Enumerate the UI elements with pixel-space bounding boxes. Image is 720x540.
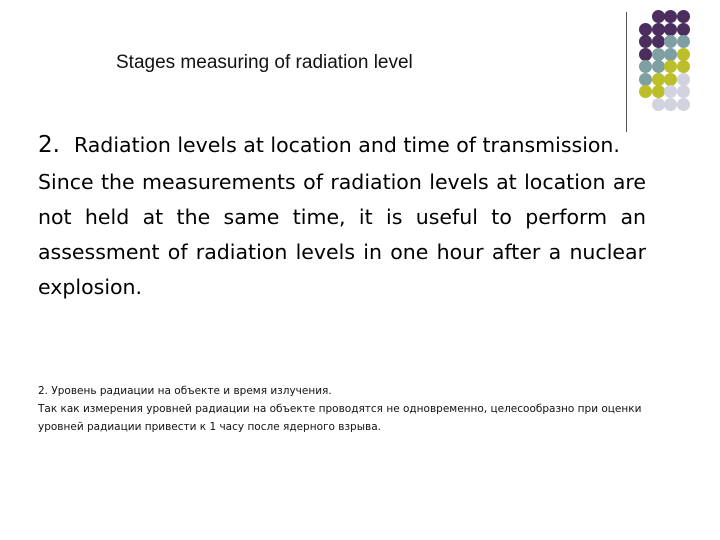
decorative-dot	[677, 98, 690, 111]
decorative-vertical-line	[626, 12, 627, 132]
decorative-dot	[664, 73, 677, 86]
decorative-dot	[639, 85, 652, 98]
decorative-dot	[652, 23, 665, 36]
slide-title: Stages measuring of radiation level	[116, 52, 413, 73]
decorative-dot	[652, 35, 665, 48]
decorative-dot	[677, 35, 690, 48]
decorative-dot	[677, 10, 690, 23]
decorative-dot	[677, 60, 690, 73]
point-heading-paragraph	[38, 128, 646, 163]
point-heading: Radiation levels at location and time of transmission.	[73, 133, 620, 157]
decorative-dot	[664, 60, 677, 73]
point-number: 2.	[38, 132, 60, 158]
russian-paragraph: Так как измерения уровней радиации на объекте проводятся не одновременно, целесообразно при оценки уровней радиации привести к 1 часу после ядерного взрыва.	[38, 403, 642, 433]
decorative-dot	[639, 23, 652, 36]
decorative-dot	[652, 10, 665, 23]
decorative-dot	[677, 85, 690, 98]
decorative-dot	[639, 35, 652, 48]
russian-notes	[38, 382, 648, 436]
decorative-dot	[664, 98, 677, 111]
decorative-dot-grid	[639, 10, 719, 110]
decorative-dot	[652, 48, 665, 61]
decorative-dot	[677, 48, 690, 61]
decorative-dot	[677, 73, 690, 86]
decorative-dot	[664, 85, 677, 98]
decorative-dot	[664, 10, 677, 23]
decorative-dot	[664, 23, 677, 36]
decorative-dot	[639, 60, 652, 73]
main-paragraph: Since the measurements of radiation levels at location are not held at the same time, it is useful to perform an assessment of radiation levels in one hour after a nuclear explosion.	[38, 170, 646, 299]
slide-body	[38, 128, 646, 305]
decorative-dot	[652, 85, 665, 98]
decorative-dot	[664, 35, 677, 48]
decorative-dot	[652, 98, 665, 111]
decorative-dot	[639, 48, 652, 61]
russian-heading: 2. Уровень радиации на объекте и время излучения.	[38, 385, 332, 397]
decorative-dot	[652, 73, 665, 86]
decorative-dot	[639, 73, 652, 86]
decorative-dot	[664, 48, 677, 61]
decorative-dot	[677, 23, 690, 36]
decorative-dot	[652, 60, 665, 73]
